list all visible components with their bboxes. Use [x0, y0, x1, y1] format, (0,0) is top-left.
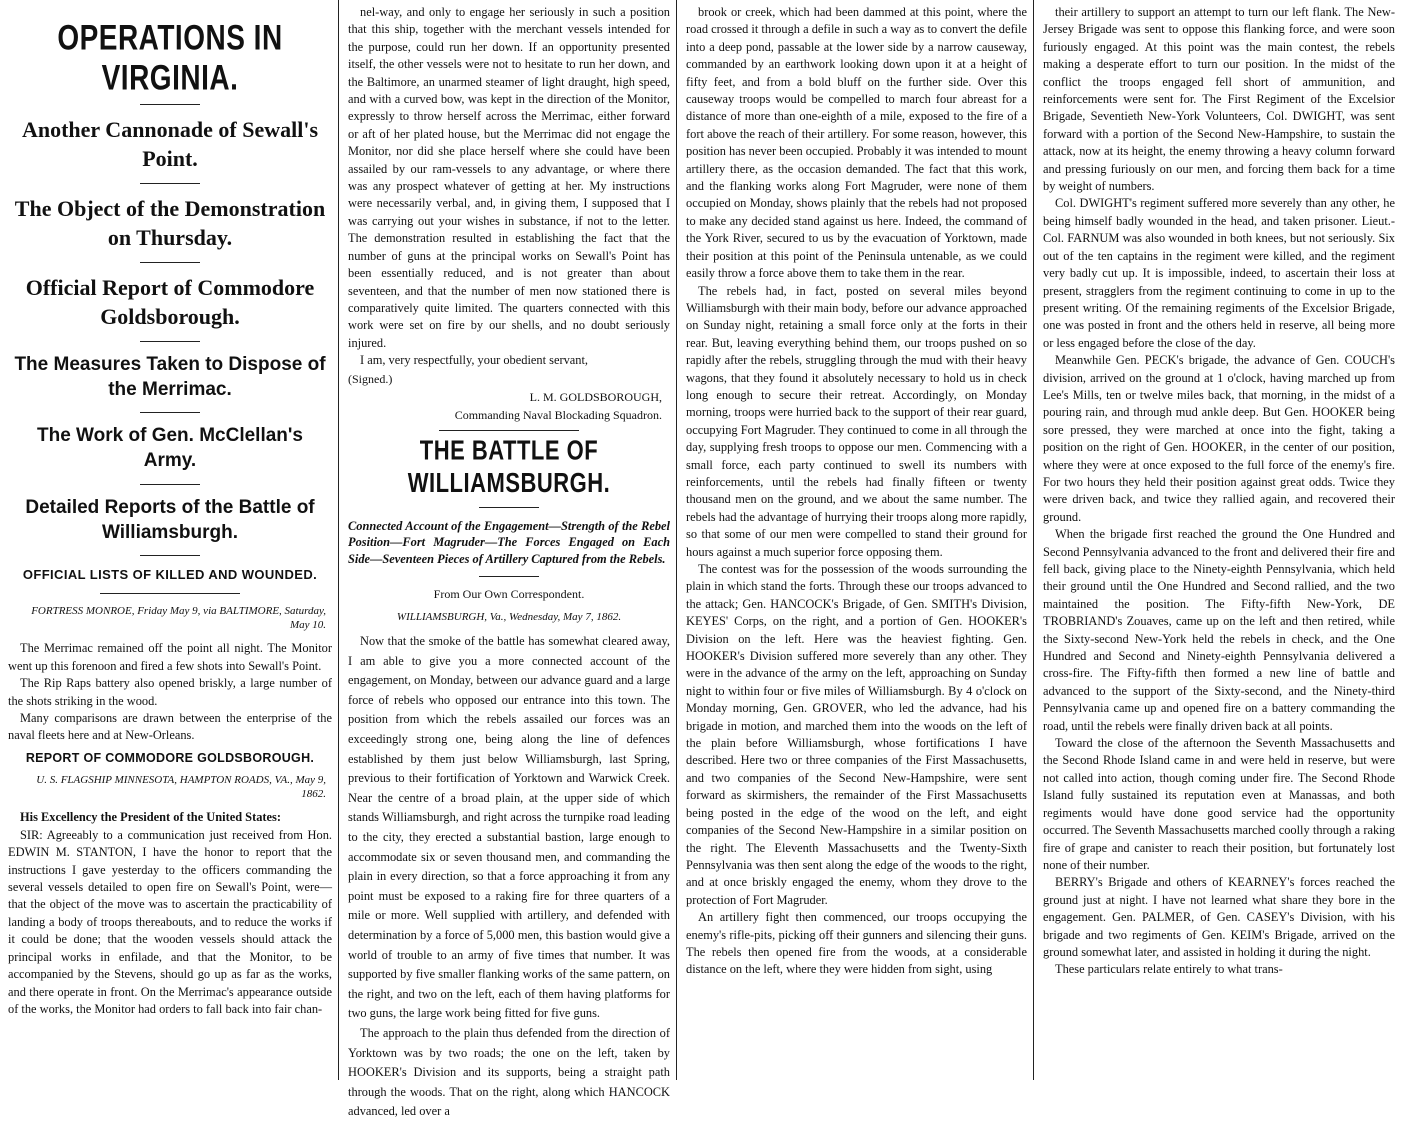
article-paragraph: The Rip Raps battery also opened briskly, a large number of the shots striking in the wood. — [8, 676, 332, 708]
deck-heading: Official Report of Commodore Goldsborough. — [25, 275, 315, 330]
masthead-operations: OPERATIONS IN VIRGINIA. — [57, 18, 283, 97]
signed-label: (Signed.) — [348, 371, 393, 386]
separator — [140, 555, 200, 556]
separator — [479, 507, 539, 508]
separator — [479, 576, 539, 577]
article-paragraph: The Merrimac remained off the point all night. The Monitor went up this forenoon and fired a few shots into Sewall's Point. — [8, 641, 332, 673]
signer-title: Commanding Naval Blockading Squadron. — [454, 407, 662, 422]
article-paragraph: Meanwhile Gen. PECK's brigade, the advance of Gen. COUCH's division, arrived on the ground at 1 o'clock, having marched up from Lee's Mills, ten or twelve miles back, that morning, in the midst of a pouring rain, and through mud ankle deep. But Gen. HOOKER being sore pressed, they were marched at once into the fight, taking a position on the right of Gen. HOOKER, in the center of our position, where they were at once exposed to the full force of the enemy's fire. For two hours they held their position against great odds. Twice they were driven back, and twice they rallied again, and recovered their ground. — [1043, 353, 1395, 524]
deck-heading: The Work of Gen. McClellan's Army. — [37, 425, 303, 472]
deck-heading: The Measures Taken to Dispose of the Merrimac. — [14, 354, 326, 401]
column-3 — [678, 0, 1033, 1080]
article-paragraph: Many comparisons are drawn between the enterprise of the naval fleets here and at New-Orleans. — [8, 711, 332, 743]
separator — [140, 262, 200, 263]
battle-headline: THE BATTLE OF WILLIAMSBURGH. — [407, 434, 611, 498]
column-4 — [1035, 0, 1401, 1080]
article-paragraph: When the brigade first reached the ground the One Hundred and Second Pennsylvania advanced to the front and delivered their fire and fell back, giving place to the Ninety-eighth Pennsylvania, which held their ground until the One Hundred and Second rallied, and the two maintained the position. The Fifty-fifth New-York, DE TROBRIAND's Zouaves, came up on the left and then retired, while the Sixty-second New-York held the rebels in check, and the One Hundred and Second and Ninety-eighth Pennsylvania delivered a cross-fire. The Fifty-fifth then formed a new line of battle and advanced to the support of the Sixty-second, and the Ninety-third Pennsylvania came up and opened fire on a battery commanding the road, until the rebels were finally driven back at all points. — [1043, 527, 1395, 733]
article-paragraph: An artillery fight then commenced, our troops occupying the enemy's rifle-pits, picking off their gunners and silencing their guns. The rebels then opened fire from the woods, at a considerable distance on the left, where they were hidden from sight, using — [686, 910, 1027, 977]
column-rule — [676, 0, 677, 1080]
report-body: SIR: Agreeably to a communication just received from Hon. EDWIN M. STANTON, I have the honor to report that the instructions I gave yesterday to the officers commanding the several vessels detailed to open fire on Sewall's Point, were—that the object of the move was to ascertain the practicability of landing a body of troops thereabouts, and to reduce the works if it could be done; that the wooden vessels should attack the principal works in enfilade, and that the Monitor, to be accompanied by the Stevens, should go up as far as the works, and there operate in front. On the Merrimac's appearance outside of the works, the Monitor had orders to fall back into fair chan- — [8, 827, 332, 1016]
dateline: FORTRESS MONROE, Friday May 9, via BALTIMORE, Saturday, May 10. — [31, 604, 326, 632]
closing-line: I am, very respectfully, your obedient servant, — [360, 353, 588, 368]
deck-heading: OFFICIAL LISTS OF KILLED AND WOUNDED. — [22, 566, 318, 582]
separator — [439, 430, 579, 431]
article-paragraph: BERRY's Brigade and others of KEARNEY's forces reached the ground just at night. I have not learned what share they bore in the engagement. Gen. PALMER, of Gen. CASEY's Division, with his brigade and two regiments of Gen. KEIM's Brigade, arrived on the ground somewhat later, and assisted in holding it during the night. — [1043, 875, 1395, 959]
deck-heading: Another Cannonade of Sewall's Point. — [21, 117, 319, 172]
signature-block — [348, 370, 670, 424]
salutation: His Excellency the President of the United States: — [20, 810, 281, 825]
article-paragraph: Col. DWIGHT's regiment suffered more severely than any other, he being himself badly wounded in the head, and taken prisoner. Lieut.-Col. FARNUM was also wounded in both knees, but not seriously. Six out of the ten captains in the regiment were killed, and the regiment very badly cut up. It is impossible, indeed, to ascertain their loss at present, stragglers from the regiment continuing to come in up to the present writing. Of the remaining regiments of the Excelsior Brigade, one was posted in front and the others held in reserve, all being more or less engaged before the close of the day. — [1043, 196, 1395, 350]
separator — [140, 484, 200, 485]
article-paragraph: Now that the smoke of the battle has somewhat cleared away, I am able to give you a more connected account of the engagement, on Monday, between our advance guard and a large force of rebels who opposed our entrance into this town. The position from which the rebels assailed our forces was an exceedingly strong one, being along the line of defences established by them just below Williamsburgh, last Spring, previous to their fortification of Yorktown and Warwick Creek. Near the centre of a broad plain, at the upper side of which stands Williamsburgh, and right across the turnpike road leading to the city, they erected a substantial bastion, large enough to accommodate six or seven thousand men, and commanding the plain in every direction, so that a force approaching it from any point must be exposed to a raking fire for three quarters of a mile or more. Well supplied with artillery, and defended with determination by a force of 5,000 men, this bastion would give a world of trouble to an army of five times that number. It was supported by five smaller flanking works of the same pattern, on the right, and two on the left, each of them having platforms for two guns, the large work being fitted for five guns. — [348, 634, 670, 1021]
separator — [140, 104, 200, 105]
column-rule — [1033, 0, 1034, 1080]
article-paragraph: These particulars relate entirely to what trans- — [1055, 962, 1283, 977]
separator — [140, 183, 200, 184]
deck-heading: Detailed Reports of the Battle of Williamsburgh. — [25, 496, 315, 543]
signer-name: L. M. GOLDSBOROUGH, — [529, 389, 662, 404]
report-heading: REPORT OF COMMODORE GOLDSBOROUGH. — [25, 750, 315, 765]
article-paragraph: their artillery to support an attempt to turn our left flank. The New-Jersey Brigade was sent to oppose this flanking force, and were soon furiously engaged. At this point was the main contest, the rebels making a desperate effort to turn our position. In the midst of the conflict the troops engaged fell short of ammunition, and reinforcements were sent for. The First Regiment of the Excelsior Brigade, Seventieth New-York Volunteers, Col. DWIGHT, was sent forward with a portion of the Second New-Hampshire, to sustain the attack, now at its height, the enemy throwing a heavy column forward and pressing furiously on our men, and forcing them back for a time by weight of numbers. — [1043, 5, 1395, 194]
article-paragraph: The contest was for the possession of the woods surrounding the plain in which stand the forts. Through these our troops advanced to the attack; Gen. HANCOCK's Brigade, of Gen. SMITH's Division, KEYES' Corps, on the right, and a portion of Gen. HOOKER's Division on the left. Here was the heaviest fighting. Gen. HOOKER's Division suffered more severely than any other. They were in the advance of the army on the left, approaching on Sunday night to within four or five miles of Williamsburgh. By 4 o'clock on Monday morning, Gen. GROVER, who led the advance, had his brigade in motion, and marched them into the woods on the left of the plain before Williamsburgh, whose fortifications I have described. Here two or three companies of the First Massachusetts, and two companies of the Second New-Hampshire, were sent forward as skirmishers, the remainder of the First Massachusetts being posted in the edge of the wood on the left, and eight companies of the Second New-Hampshire in a similar position on the right. The Eleventh Massachusetts and the Twenty-Sixth Pennsylvania was then sent along the edge of the woods to the right, and at once briskly engaged the enemy, whom they drove to the protection of Fort Magruder. — [686, 562, 1027, 907]
deck-heading: The Object of the Demonstration on Thursday. — [14, 196, 326, 251]
article-paragraph: brook or creek, which had been dammed at this point, where the road crossed it through a defile in such a way as to convert the defile into a deep pond, passable at the lower side by a narrow causeway, commanded by an earthwork looking down upon it at a height of fifty feet, and from a bold bluff on the further side. Over this causeway troops would be compelled to march four abreast for a distance of more than one-eighth of a mile, exposed to the fire of a fort above the reach of their artillery. For some reason, however, this position has never been occupied. Probably it was intended to mount artillery there, as the occasion demanded. The fact that this work, and the flanking works along Fort Magruder, were none of them occupied on Monday, shows plainly that the rebels had not proposed to make any decided stand against us here. Indeed, the command of the York River, secured to us by the evacuation of Yorktown, made their position at this point of the Peninsula untenable, as we could easily throw a force above them to take them in the rear. — [686, 5, 1028, 281]
column-1 — [0, 0, 338, 1080]
report-dateline: U. S. FLAGSHIP MINNESOTA, HAMPTON ROADS, VA., May 9, 1862. — [36, 773, 326, 801]
column-rule — [338, 0, 339, 1080]
separator — [140, 341, 200, 342]
report-continued: nel-way, and only to engage her seriously in such a position that this ship, together with the merchant vessels intended for the purpose, could run her down. If an opportunity presented itself, the other vessels were not to hesitate to run her down, and the Baltimore, an unarmed steamer of light draught, high speed, and with a curved bow, was kept in the direction of the Monitor, expressly to throw herself across the Merrimac, either forward or aft of her plated house, but the Merrimac did not engage the Monitor, nor did she place herself where she could have been assailed by our ram-vessels to any advantage, or where there was any prospect whatever of getting at her. My instructions were necessarily verbal, and, in giving them, I supposed that I was carrying out your wishes in substance, if not to the letter. The demonstration resulted in establishing the fact that the number of guns at the principal works on Sewall's Point has been essentially reduced, and is not greater than about seventeen, and that the number of men now stationed there is comparatively quite limited. The quarters connected with this work were set on fire by our shells, and no doubt seriously injured. — [348, 5, 670, 350]
article-paragraph: Toward the close of the afternoon the Seventh Massachusetts and the Second Rhode Island came in and were held in reserve, but were not called into action, though coming under fire. The Second Rhode Island fully sustained its reputation even at Manassas, and both regiments would have done good service had the opportunity occurred. The Seventh Massachusetts marched coolly through a raking fire of grape and canister to reach their position, but fortunately lost none of their number. — [1043, 736, 1395, 872]
article-paragraph: The rebels had, in fact, posted on several miles beyond Williamsburgh with their main body, before our advance approached on Sunday night, retaining a small force only at the forts in their rear. But, leaving everything behind them, our troops pushed on so rapidly after the rebels, struggling through the mud with their heavy wagons, that they found it absolutely necessary to hold us in check long enough to secure their retreat. Accordingly, on Monday morning, troops were hurried back to the support of their rear guard, occupying Fort Magruder. They continued to come in all through the day, supplying fresh troops to oppose our men. Commencing with a small force, each party continued to swell its numbers with reinforcements, until the rebels had finally fifteen or twenty thousand men on the ground, and we about the same number. The rebels had the advantage of hurrying their troops along more rapidly, so that some of our men were compelled to stand their ground for hours against a much superior force opposing them. — [686, 283, 1027, 559]
dateline: WILLIAMSBURGH, Va., Wednesday, May 7, 1862. — [396, 610, 622, 623]
separator — [100, 593, 240, 594]
battle-deck: Connected Account of the Engagement—Strength of the Rebel Position—Fort Magruder—The Forces Engaged on Each Side—Seventeen Pieces of Artillery Captured from the Rebels. — [348, 518, 670, 566]
byline: From Our Own Correspondent. — [433, 586, 585, 601]
article-paragraph: The approach to the plain thus defended from the direction of Yorktown was by two roads; the one on the left, taken by HOOKER's Division and its supports, being a straight path through the woods. That on the right, along which HANCOCK advanced, led over a — [348, 1025, 670, 1119]
column-2 — [340, 0, 676, 1119]
separator — [140, 412, 200, 413]
